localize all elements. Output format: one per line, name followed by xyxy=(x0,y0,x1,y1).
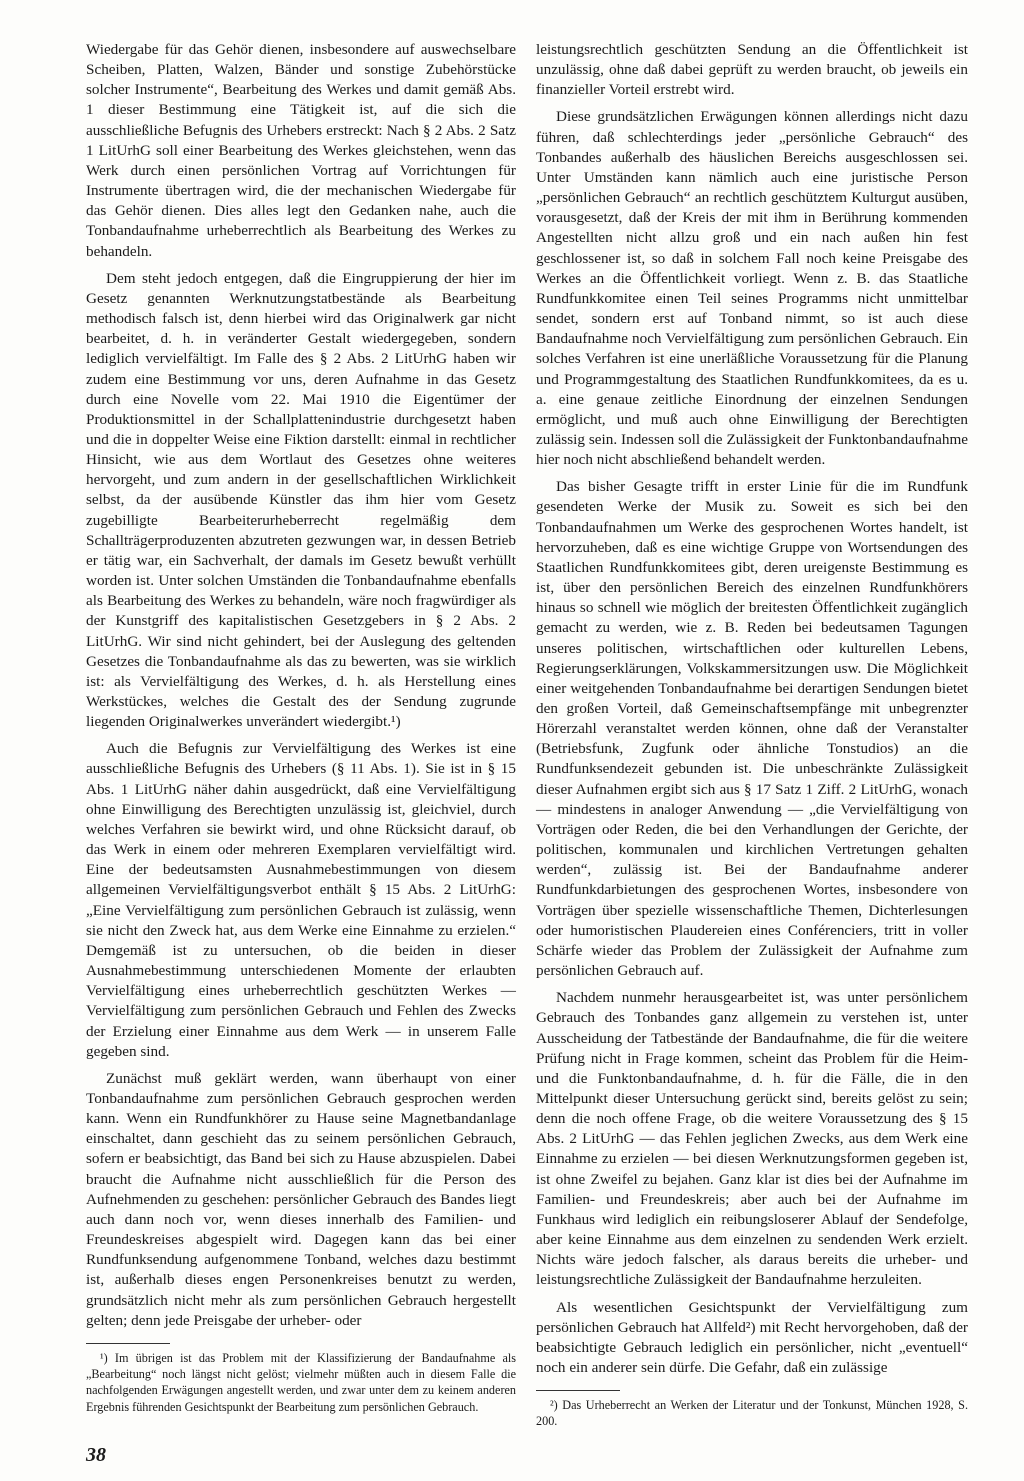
left-paragraph-3: Auch die Befugnis zur Vervielfältigung des Werkes ist eine ausschließliche Befugnis des Urhebers (§ 11 Abs. 1). Sie ist in § 15 Abs. 1 LitUrhG näher dahin ausgedrückt, daß eine Vervielfältigung ohne Einwilligung des Berechtigten unzulässig ist, gleichviel, durch welches Verfahren sie bewirkt wird, und ohne Rücksicht darauf, ob das Werk in einem oder mehreren Exemplaren vervielfältigt wird. Eine der bedeutsamsten Ausnahmebestimmungen von diesem allgemeinen Vervielfältigungsverbot enthält § 15 Abs. 2 LitUrhG: „Eine Vervielfältigung zum persönlichen Gebrauch ist zulässig, wenn sie nicht den Zweck hat, aus dem Werke eine Einnahme zu erzielen.“ Demgemäß ist zu untersuchen, ob die beiden in dieser Ausnahmebestimmung unterschiedenen Momente der erlaubten Vervielfältigung eines urheberrechtlich geschützten Werkes — Vervielfältigung zum persönlichen Gebrauch und Fehlen des Zwecks der Erzielung einer Einnahme aus dem Werk — in unserem Falle gegeben sind. xyxy=(86,740,516,1060)
left-paragraph-4: Zunächst muß geklärt werden, wann überhaupt von einer Tonbandaufnahme zum persönlichen Gebrauch gesprochen werden kann. Wenn ein Rundfunkhörer zu Hause seine Magnetbandanlage einschaltet, dann geschieht das zu seinem persönlichen Gebrauch, sofern er beabsichtigt, das Band bei sich zu Hause abzuspielen. Dabei braucht die Aufnahme nicht ausschließlich für die Person des Aufnehmenden zu geschehen: persönlicher Gebrauch des Bandes liegt auch dann noch vor, wenn dieses innerhalb des Familien- und Freundeskreises abgespielt wird. Dagegen kann das bei einer Rundfunksendung aufgenommene Tonband, welches dazu bestimmt ist, außerhalb dieses engen Personenkreises benutzt zu werden, grundsätzlich nicht mehr als zum persönlichen Gebrauch hergestellt gelten; denn jede Preisgabe der urheber- oder xyxy=(86,1069,516,1329)
left-paragraph-2: Dem steht jedoch entgegen, daß die Eingruppierung der hier im Gesetz genannten Werknutzungstatbestände als Bearbeitung methodisch falsch ist, denn hierbei wird das Originalwerk gar nicht bearbeitet, d. h. in veränderter Gestalt wiedergegeben, sondern lediglich vervielfältigt. Im Falle des § 2 Abs. 2 LitUrhG haben wir zudem eine Bestimmung vor uns, deren Aufnahme in das Gesetz durch eine Novelle vom 22. Mai 1910 die Eigentümer der Produktionsmittel in der Schallplattenindustrie durchgesetzt haben und die in doppelter Weise eine Fiktion darstellt: einmal in rechtlicher Hinsicht, wie aus dem Wortlaut des Gesetzes ohne weiteres hervorgeht, und zum andern in der gesellschaftlichen Wirklichkeit selbst, da der ausübende Künstler das ihm hier vom Gesetz zugebilligte Bearbeiterurheberrecht regelmäßig dem Schallträgerproduzenten abzutreten gezwungen war, in dessen Betrieb er tätig war, ein Sachverhalt, der damals im Gesetz bewußt verhüllt worden ist. Unter solchen Umständen die Tonbandaufnahme ebenfalls als Bearbeitung des Werkes zu behandeln, wäre noch fragwürdiger als der Kunstgriff des kapitalistischen Gesetzgebers in § 2 Abs. 2 LitUrhG. Wir sind nicht gehindert, bei der Auslegung des geltenden Gesetzes die Tonbandaufnahme als das zu bewerten, was sie wirklich ist: als Vervielfältigung des Werkes, d. h. als Herstellung eines Werkstückes, welches die Gestalt des der Sendung zugrunde liegenden Originalwerkes unverändert wiedergibt.¹) xyxy=(86,269,516,731)
footnote-2: ²) Das Urheberrecht an Werken der Literatur und der Tonkunst, München 1928, S. 200. xyxy=(536,1398,968,1429)
footnote-1: ¹) Im übrigen ist das Problem mit der Klassifizierung der Bandaufnahme als „Bearbeitung“ noch längst nicht gelöst; vielmehr müßten auch in diesem Falle die nachfolgenden Erwägungen angestellt werden, und zwar unter dem zu keinem anderen Ergebnis führenden Gesichtspunkt der Bearbeitung zum persönlichen Gebrauch. xyxy=(86,1350,516,1414)
left-paragraph-1: Wiedergabe für das Gehör dienen, insbesondere auf auswechselbare Scheiben, Platten, Walzen, Bänder und sonstige Zubehörstücke solcher Instrumente“, Bearbeitung des Werkes und damit gemäß Abs. 1 dieser Bestimmung eine Tätigkeit ist, auf die sich die ausschließliche Befugnis des Urhebers erstreckt: Nach § 2 Abs. 2 Satz 1 LitUrhG soll einer Bearbeitung des Werkes gleichstehen, wenn das Werk durch einen persönlichen Vortrag auf Vorrichtungen für Instrumente übertragen wird, die der mechanischen Wiedergabe für das Gehör dienen. Dies alles legt den Gedanken nahe, auch die Tonbandaufnahme urheberrechtlich als Bearbeitung des Werkes zu behandeln. xyxy=(86,41,516,260)
page-number: 38 xyxy=(86,1444,106,1466)
right-paragraph-4: Nachdem nunmehr herausgearbeitet ist, was unter persönlichem Gebrauch des Tonbandes ganz allgemein zu verstehen ist, unter Ausscheidung der Tatbestände der Bandaufnahme, die für die weitere Prüfung nicht in Frage kommen, scheint das Problem für die Heim- und die Funktonbandaufnahme, d. h. für die Fälle, die in den Mittelpunkt dieser Untersuchung gerückt sind, bereits gelöst zu sein; denn die noch offene Frage, ob die weitere Voraussetzung des § 15 Abs. 2 LitUrhG — das Fehlen jeglichen Zwecks, aus dem Werk eine Einnahme zu erzielen — bei diesen Werknutzungsformen gegeben ist, ist ohne Zweifel zu bejahen. Ganz klar ist dies bei der Aufnahme im Familien- und Freundeskreis; aber auch bei der Aufnahme im Funkhaus wird lediglich ein reibungsloserer Ablauf der Sendefolge, aber keine Einnahme aus dem einzelnen zu sendenden Werk erzielt. Nichts wäre jedoch falscher, als daraus bereits die urheber- und leistungsrechtliche Zulässigkeit der Bandaufnahme herzuleiten. xyxy=(536,989,968,1289)
right-paragraph-2: Diese grundsätzlichen Erwägungen können allerdings nicht dazu führen, daß schlechterdings jeder „persönliche Gebrauch“ des Tonbandes außerhalb des häuslichen Bereichs ausgeschlossen sei. Unter Umständen kann nämlich auch eine juristische Person „persönlichen Gebrauch“ an rechtlich geschütztem Kulturgut ausüben, vorausgesetzt, daß der Kreis der mit ihm in Berührung kommenden Angestellten nicht allzu groß und ein nach außen hin fest geschlossener ist, so daß in solchem Fall noch keine Preisgabe des Werkes an die Öffentlichkeit vorliegt. Wenn z. B. das Staatliche Rundfunkkomitee einen Teil seines Programms nicht unmittelbar sendet, sondern erst auf Tonband nimmt, so ist auch diese Bandaufnahme noch Vervielfältigung zum persönlichen Gebrauch. Ein solches Verfahren ist eine unerläßliche Voraussetzung für die Planung und Programmgestaltung des Staatlichen Rundfunkkomitees, da es u. a. eine genaue zeitliche Einordnung der einzelnen Sendungen ermöglicht, und muß auch ohne Einwilligung der Berechtigten zulässig sein. Indessen soll die Zulässigkeit der Funktonbandaufnahme hier noch nicht abschließend behandelt werden. xyxy=(536,108,968,469)
right-paragraph-3: Das bisher Gesagte trifft in erster Linie für die im Rundfunk gesendeten Werke der Musik zu. Soweit es sich bei den Tonbandaufnahmen um Werke des gesprochenen Wortes handelt, ist hervorzuheben, daß es eine wichtige Gruppe von Wortsendungen des Staatlichen Rundfunkkomitees gibt, deren ureigenste Bestimmung es ist, über den persönlichen Bereich des einzelnen Rundfunkhörers hinaus so schnell wie möglich der breitesten Öffentlichkeit zugänglich gemacht zu werden, wie z. B. Reden bei bedeutsamen Tagungen unseres politischen, wirtschaftlichen oder kulturellen Lebens, Regierungserklärungen, Volkskammersitzungen usw. Die Möglichkeit einer weitgehenden Tonbandaufnahme bei derartigen Sendungen bietet den großen Vorteil, daß Gemeinschaftsempfänge mit unbegrenzter Hörerzahl veranstaltet werden können, ohne daß der Veranstalter (Betriebsfunk, Zugfunk oder ähnliche Tonstudios) an die Rundfunksendezeit gebunden ist. Die unbeschränkte Zulässigkeit dieser Aufnahmen ergibt sich aus § 17 Satz 1 Ziff. 2 LitUrhG, wonach — mindestens in analoger Anwendung — „die Vervielfältigung von Vorträgen oder Reden, die bei den Verhandlungen der Gerichte, der politischen, kommunalen und kirchlichen Vertretungen gehalten werden“, zulässig ist. Bei der Bandaufnahme anderer Rundfunkdarbietungen des gesprochenen Wortes, insbesondere von Vorträgen über spezielle wissenschaftliche Themen, Dichterlesungen oder humoristischen Plaudereien eines Conférenciers, tritt in voller Schärfe wieder das Problem der Zulässigkeit der Aufnahme zum persönlichen Gebrauch auf. xyxy=(536,478,968,980)
footnote-divider-right xyxy=(536,1390,620,1391)
right-paragraph-1: leistungsrechtlich geschützten Sendung an die Öffentlichkeit ist unzulässig, ohne daß dabei geprüft zu werden braucht, ob jeweils ein finanzieller Vorteil erstrebt wird. xyxy=(536,41,968,99)
left-column xyxy=(86,40,516,1415)
right-column xyxy=(536,40,968,1430)
footnote-divider-left xyxy=(86,1343,170,1344)
right-paragraph-5: Als wesentlichen Gesichtspunkt der Vervielfältigung zum persönlichen Gebrauch hat Allfeld²) mit Recht hervorgehoben, daß der beabsichtigte Gebrauch lediglich ein persönlicher, nicht „eventuell“ noch ein anderer sein dürfe. Die Gefahr, daß ein zulässige xyxy=(536,1298,968,1376)
